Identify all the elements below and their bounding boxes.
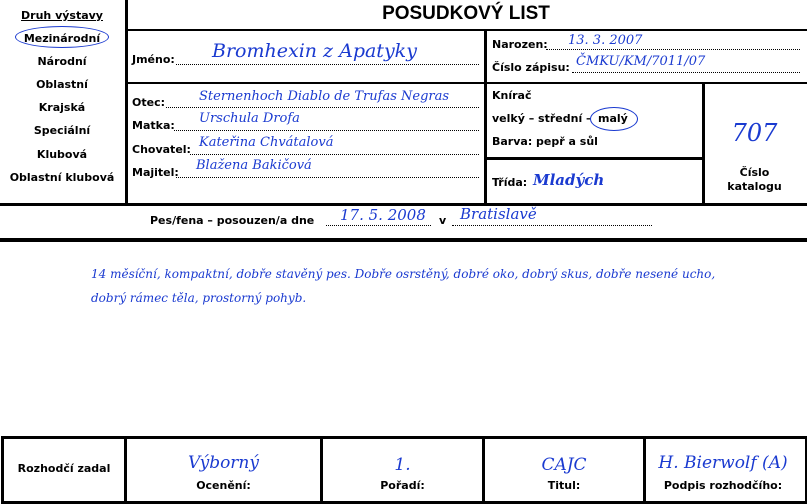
mother-dots — [174, 130, 479, 131]
father-dots — [166, 107, 479, 108]
show-type-special[interactable]: Speciální — [33, 124, 91, 137]
breed-size-selected: malý — [598, 112, 628, 125]
class-label: Třída: — [492, 176, 528, 189]
rating-value: Výborný — [188, 453, 259, 473]
evaluation-line-2: dobrý rámec těla, prostorný pohyb. — [91, 291, 307, 305]
born-label: Narozen: — [492, 38, 548, 51]
show-type-county[interactable]: Krajská — [38, 101, 86, 114]
judge-signature: H. Bierwolf (A) — [658, 453, 788, 473]
judged-line-bottom — [0, 238, 807, 242]
breed-class-divider — [484, 157, 704, 160]
name-dots — [176, 64, 479, 65]
show-type-regional[interactable]: Oblastní — [36, 78, 88, 91]
born-dots — [546, 49, 800, 50]
signature-label: Podpis rozhodčího: — [663, 479, 783, 492]
born-date: 13. 3. 2007 — [568, 33, 643, 48]
dog-name: Bromhexin z Apatyky — [212, 40, 417, 62]
breeder-label: Chovatel: — [132, 143, 191, 156]
judged-in-label: v — [439, 214, 447, 227]
judged-date-dots — [326, 225, 431, 226]
owner-name: Blažena Bakičová — [196, 158, 312, 173]
class-value: Mladých — [533, 171, 605, 189]
owner-dots — [176, 177, 479, 178]
judged-place-dots — [452, 225, 652, 226]
evaluation-line-1: 14 měsíční, kompaktní, dobře stavěný pes. Dobře osrstěný, dobré oko, dobrý skus, dobře nesené ucho, — [91, 267, 716, 281]
mother-name: Urschula Drofa — [199, 111, 300, 126]
breeder-name: Kateřina Chvátalová — [199, 135, 334, 150]
title-underline — [125, 29, 807, 31]
catalog-label-line1: Číslo — [739, 166, 770, 179]
title-value: CAJC — [541, 455, 587, 475]
father-name: Sternenhoch Diablo de Trufas Negras — [199, 89, 450, 104]
registration-dots — [572, 72, 800, 73]
selection-circle — [15, 26, 109, 48]
judge-gave-label: Rozhodčí zadal — [17, 462, 111, 475]
father-label: Otec: — [132, 96, 165, 109]
breed-sizes: velký – střední – — [492, 112, 592, 125]
registration-label: Číslo zápisu: — [492, 61, 570, 74]
name-label: Jméno: — [132, 53, 175, 66]
registration-number: ČMKU/KM/7011/07 — [576, 54, 706, 69]
show-type-regional-club[interactable]: Oblastní klubová — [9, 171, 115, 184]
owner-label: Majitel: — [132, 166, 179, 179]
size-selection-circle — [590, 107, 638, 131]
breed-name: Knírač — [492, 89, 532, 102]
mother-label: Matka: — [132, 119, 175, 132]
judged-place: Bratislavě — [460, 205, 537, 223]
show-type-international[interactable]: Mezinárodní — [23, 32, 101, 45]
breed-color: Barva: pepř a sůl — [492, 135, 598, 148]
placing-label: Pořadí: — [380, 479, 425, 492]
catalog-label-line2: katalogu — [727, 180, 782, 193]
breeder-dots — [190, 154, 479, 155]
vertical-divider-mid — [484, 29, 487, 205]
judged-date: 17. 5. 2008 — [340, 206, 426, 224]
placing-value: 1. — [394, 455, 411, 475]
show-type-club[interactable]: Klubová — [36, 148, 88, 161]
show-type-header: Druh výstavy — [21, 9, 103, 22]
rating-label: Ocenění: — [196, 479, 251, 492]
catalog-number: 707 — [731, 119, 778, 147]
page-title: POSUDKOVÝ LIST — [382, 3, 550, 24]
show-type-national[interactable]: Národní — [37, 55, 87, 68]
judged-prefix: Pes/fena – posouzen/a dne — [150, 214, 315, 227]
title-label: Titul: — [547, 479, 581, 492]
